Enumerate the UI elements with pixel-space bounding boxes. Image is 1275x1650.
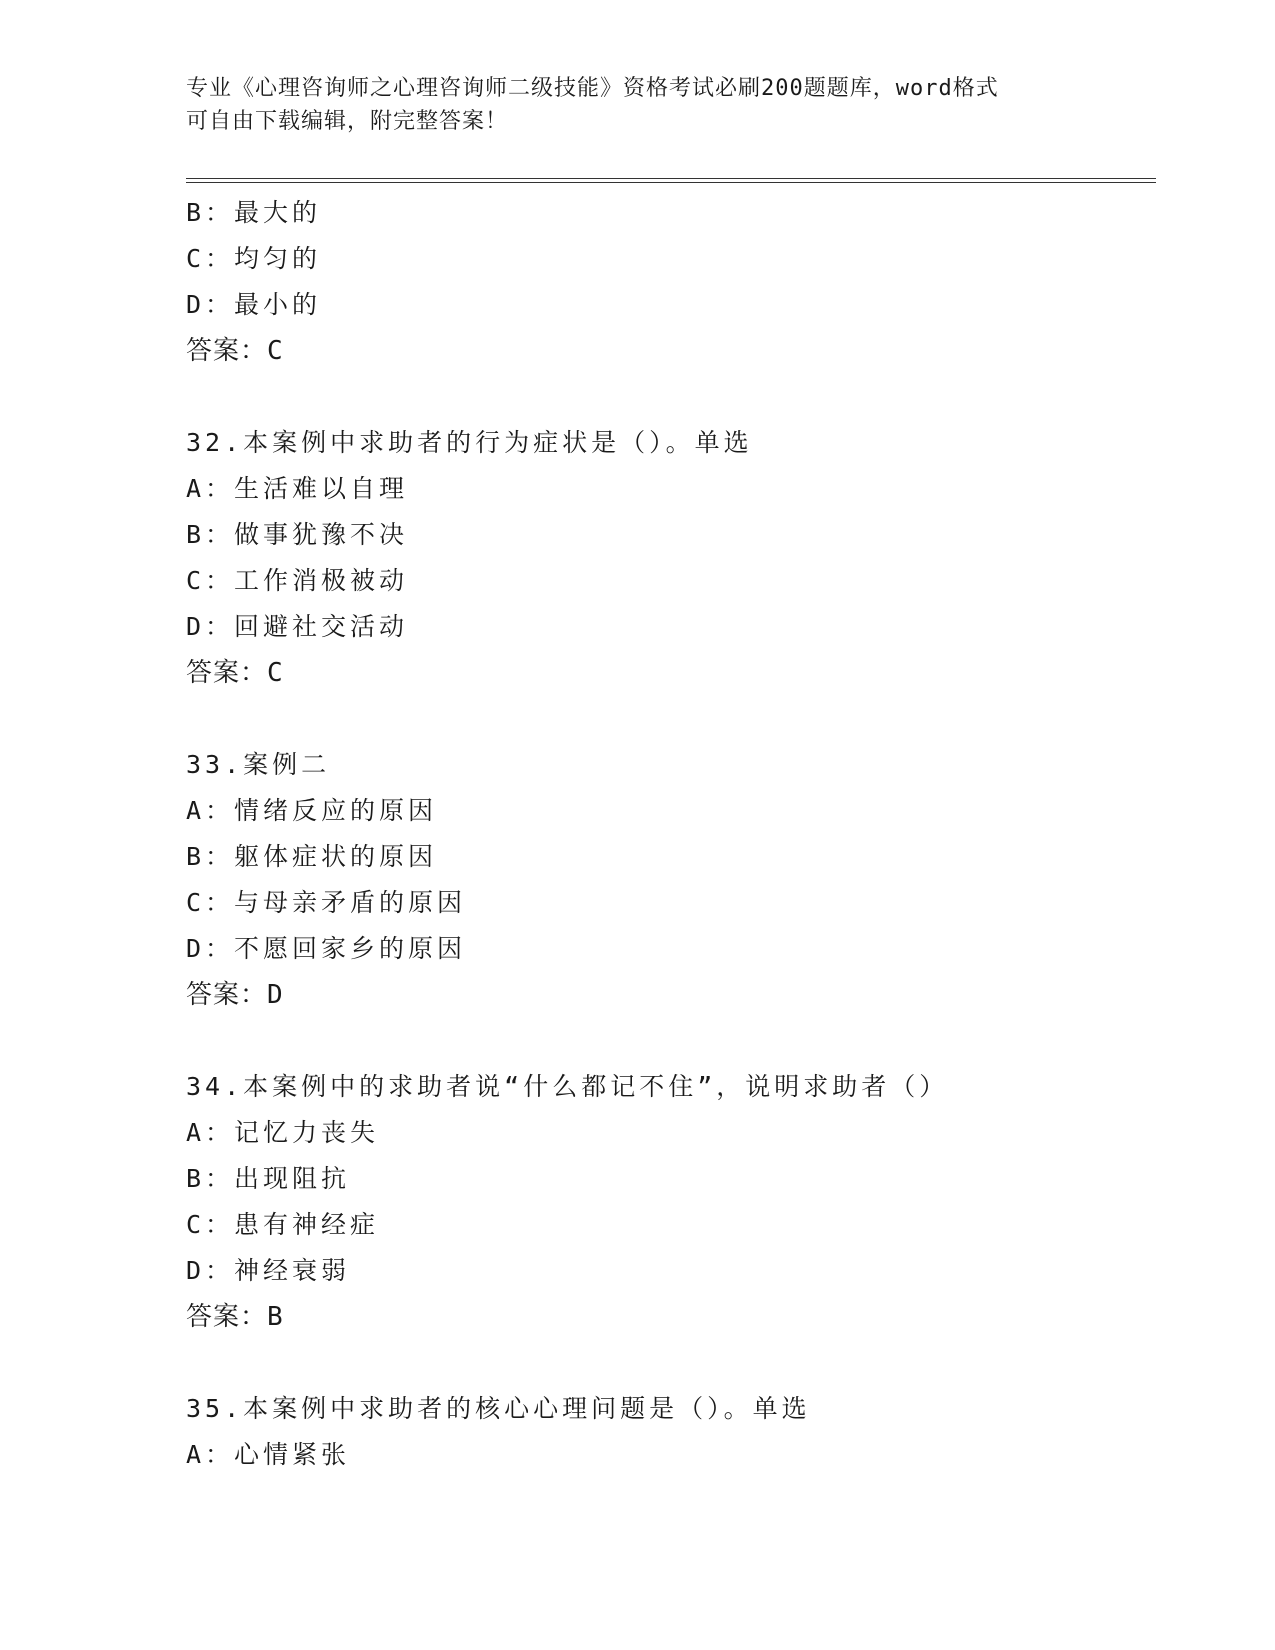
question-stem: 33.案例二 bbox=[186, 750, 331, 779]
answer-line: 答案：D bbox=[186, 980, 284, 1010]
option-c: C：患有神经症 bbox=[186, 1210, 380, 1239]
option-c: C：均匀的 bbox=[186, 244, 322, 273]
question-block-33 bbox=[186, 742, 1156, 1018]
option-d: D：不愿回家乡的原因 bbox=[186, 934, 467, 963]
option-b: B：做事犹豫不决 bbox=[186, 520, 409, 549]
option-a: A：心情紧张 bbox=[186, 1440, 351, 1469]
option-a: A：情绪反应的原因 bbox=[186, 796, 438, 825]
question-stem: 32.本案例中求助者的行为症状是（）。单选 bbox=[186, 428, 753, 457]
question-list bbox=[186, 190, 1156, 1478]
answer-line: 答案：C bbox=[186, 336, 284, 366]
question-block-34 bbox=[186, 1064, 1156, 1340]
page-header bbox=[186, 72, 1086, 138]
question-stem: 35.本案例中求助者的核心心理问题是（）。单选 bbox=[186, 1394, 811, 1423]
question-stem: 34.本案例中的求助者说“什么都记不住”，说明求助者（） bbox=[186, 1072, 949, 1101]
option-d: D：最小的 bbox=[186, 290, 322, 319]
header-line-2: 可自由下载编辑，附完整答案！ bbox=[186, 109, 509, 134]
question-block-32 bbox=[186, 420, 1156, 696]
header-divider bbox=[186, 178, 1156, 183]
option-b: B：出现阻抗 bbox=[186, 1164, 351, 1193]
option-a: A：记忆力丧失 bbox=[186, 1118, 380, 1147]
answer-line: 答案：C bbox=[186, 658, 284, 688]
question-block-31 bbox=[186, 190, 1156, 374]
option-c: C：工作消极被动 bbox=[186, 566, 409, 595]
answer-line: 答案：B bbox=[186, 1302, 284, 1332]
option-b: B：最大的 bbox=[186, 198, 322, 227]
option-b: B：躯体症状的原因 bbox=[186, 842, 438, 871]
header-line-1: 专业《心理咨询师之心理咨询师二级技能》资格考试必刷200题题库，word格式 bbox=[186, 76, 999, 101]
question-block-35 bbox=[186, 1386, 1156, 1478]
option-a: A：生活难以自理 bbox=[186, 474, 409, 503]
option-d: D：回避社交活动 bbox=[186, 612, 409, 641]
option-d: D：神经衰弱 bbox=[186, 1256, 351, 1285]
option-c: C：与母亲矛盾的原因 bbox=[186, 888, 467, 917]
